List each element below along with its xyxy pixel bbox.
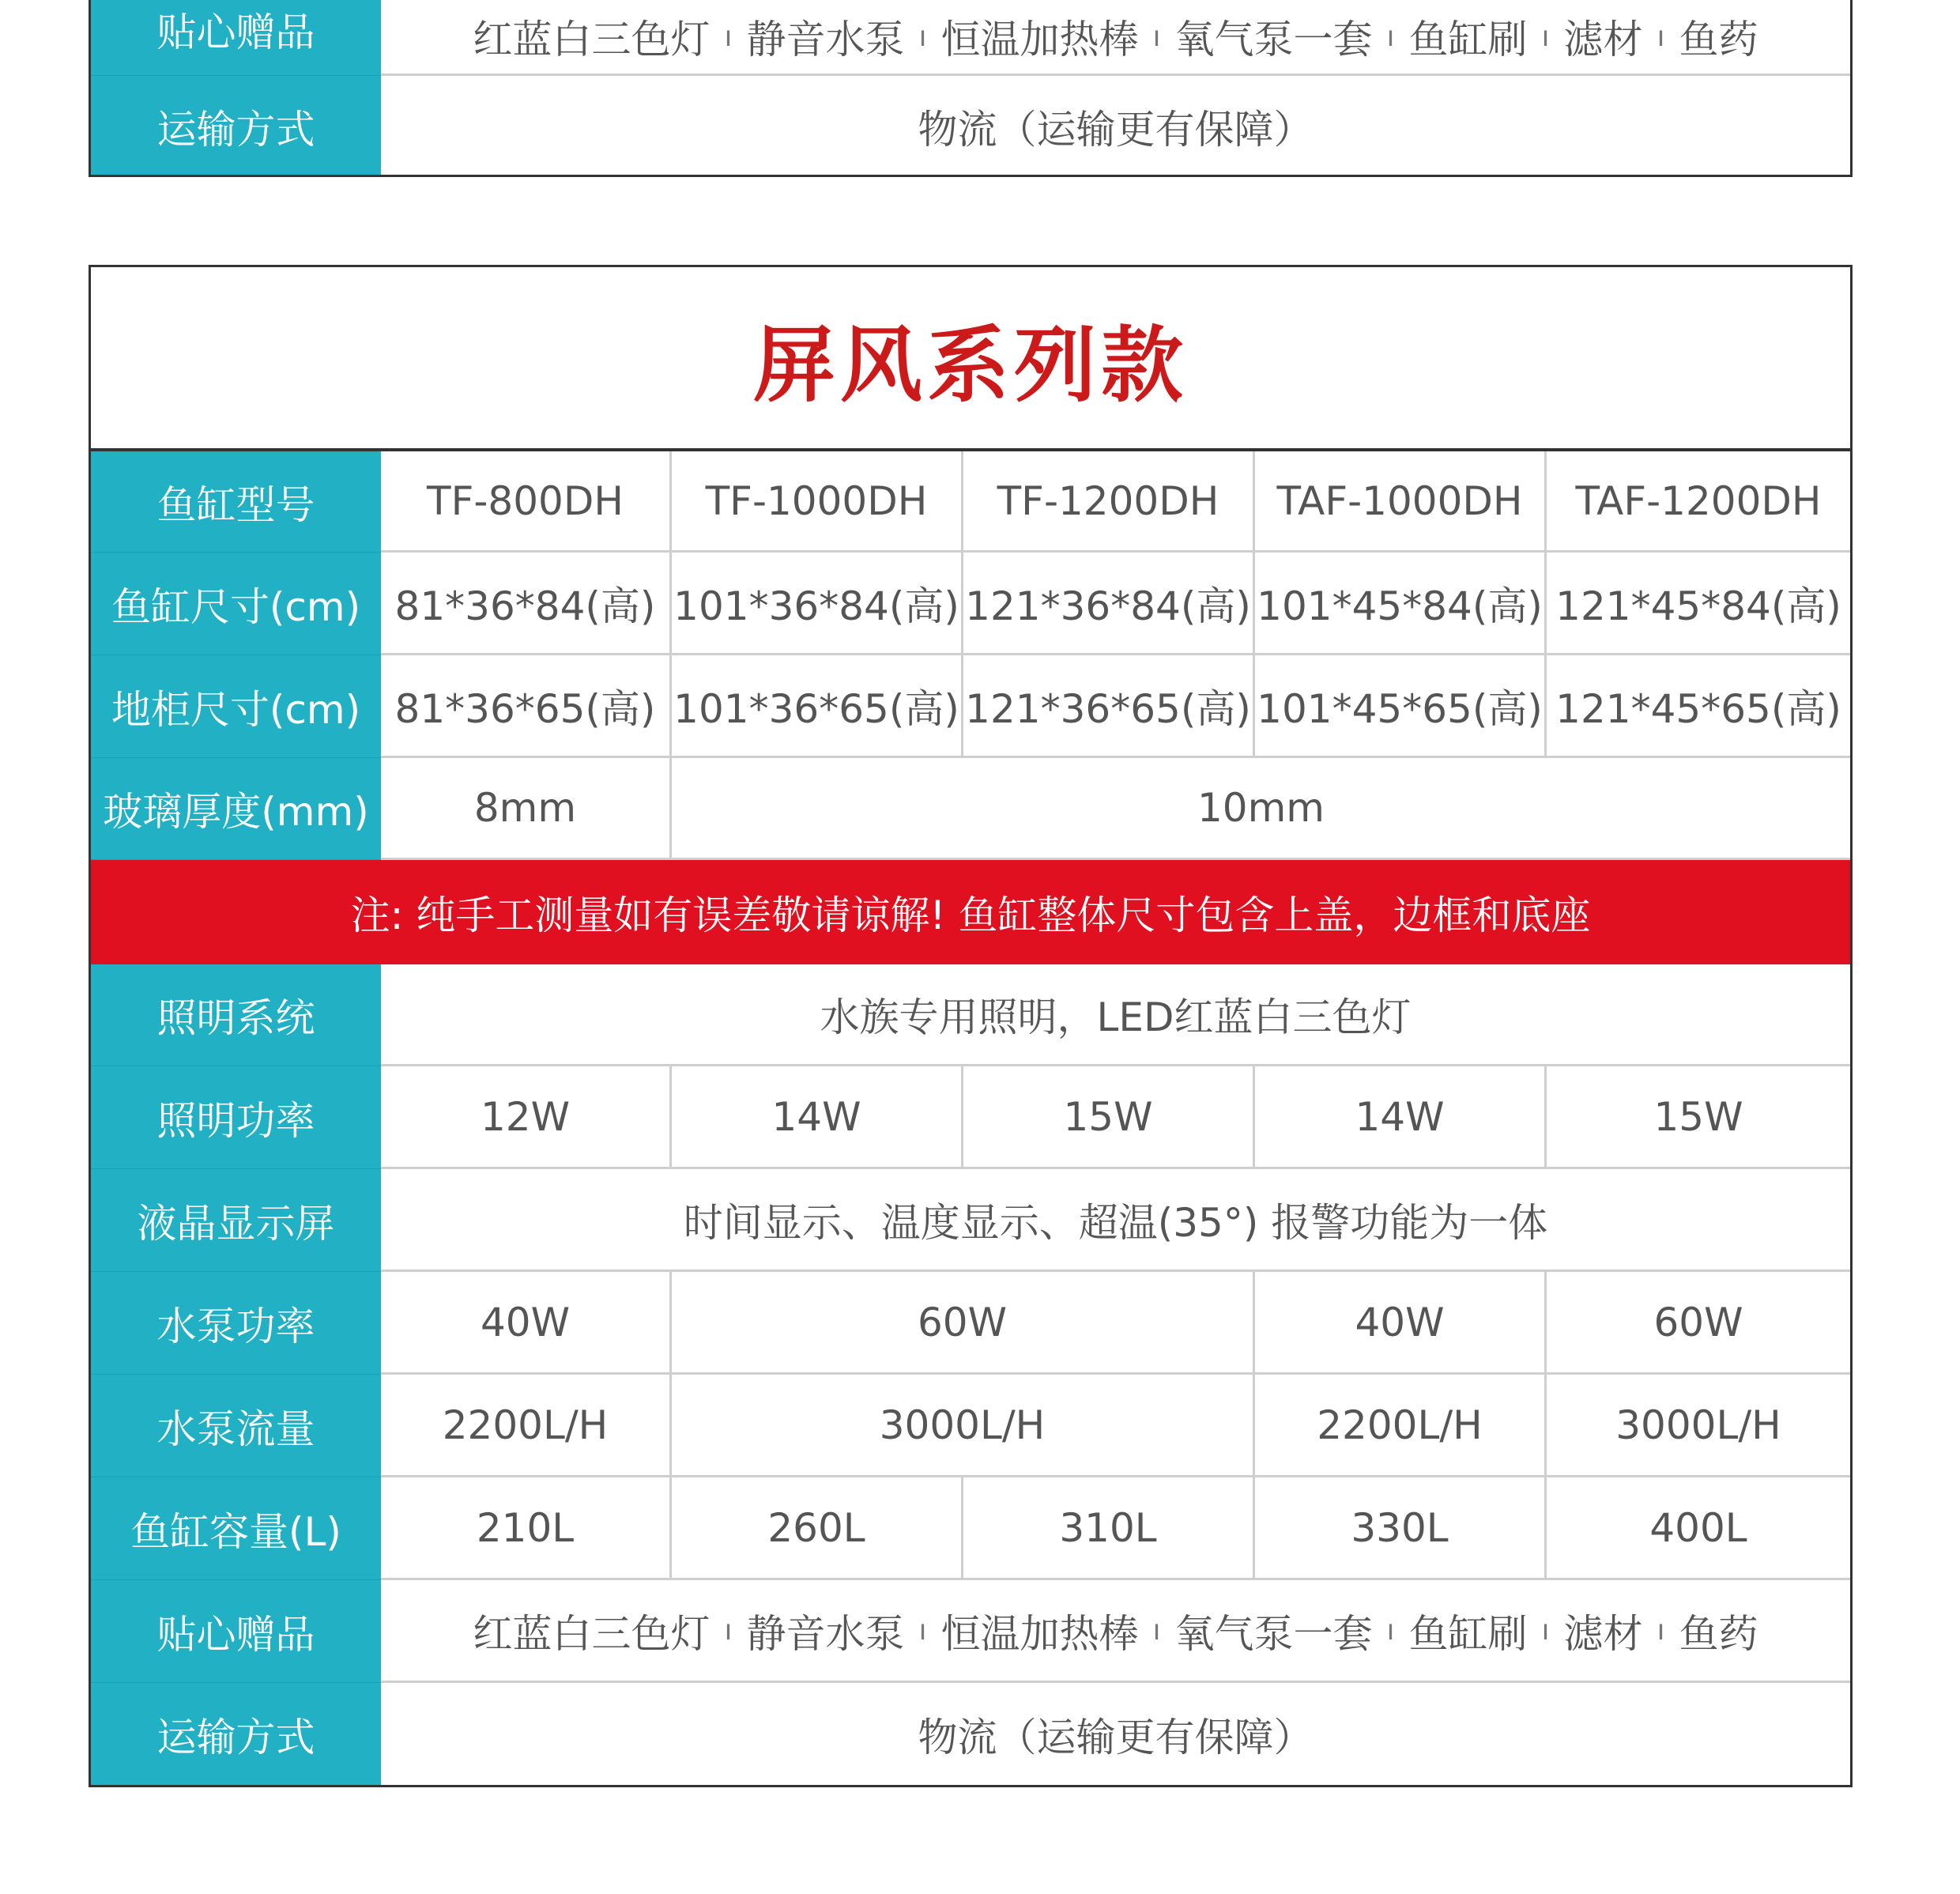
capacity-cell: 330L <box>1255 1477 1547 1580</box>
row-label-model: 鱼缸型号 <box>91 451 381 553</box>
model-cell: TAF-1200DH <box>1547 451 1850 553</box>
top-spec-table <box>89 0 1853 177</box>
capacity-cell: 400L <box>1547 1477 1850 1580</box>
lighting-power-cell: 12W <box>381 1066 672 1169</box>
row-label-shipping: 运输方式 <box>91 1683 381 1785</box>
gift-item: 滤材 <box>1563 17 1643 62</box>
lighting-power-cell: 15W <box>1547 1066 1850 1169</box>
row-label-lcd: 液晶显示屏 <box>91 1169 381 1272</box>
pump-power-cell: 40W <box>381 1272 672 1375</box>
row-label-cabinet-size: 地柜尺寸(cm) <box>91 655 381 758</box>
row-label-tank-size: 鱼缸尺寸(cm) <box>91 553 381 655</box>
model-cell: TF-800DH <box>381 451 672 553</box>
cabinet-size-cell: 121*36*65(高) <box>963 655 1255 758</box>
pump-flow-cell: 3000L/H <box>1547 1375 1850 1477</box>
glass-cell: 8mm <box>381 758 672 860</box>
tank-size-cell: 121*36*84(高) <box>963 553 1255 655</box>
pump-power-cell: 60W <box>1547 1272 1850 1375</box>
cabinet-size-cell: 121*45*65(高) <box>1547 655 1850 758</box>
pump-power-cell: 40W <box>1255 1272 1547 1375</box>
lcd-value: 时间显示、温度显示、超温(35°) 报警功能为一体 <box>381 1169 1850 1272</box>
row-label-capacity: 鱼缸容量(L) <box>91 1477 381 1580</box>
gift-item: 鱼药 <box>1679 17 1758 62</box>
pump-flow-cell: 2200L/H <box>1255 1375 1547 1477</box>
measurement-note: 注: 纯手工测量如有误差敬请谅解! 鱼缸整体尺寸包含上盖，边框和底座 <box>91 860 1850 964</box>
model-cell: TAF-1000DH <box>1255 451 1547 553</box>
lighting-power-cell: 14W <box>672 1066 963 1169</box>
tank-size-cell: 101*36*84(高) <box>672 553 963 655</box>
screen-series-spec-table <box>89 265 1853 1787</box>
tank-size-cell: 121*45*84(高) <box>1547 553 1850 655</box>
glass-cell: 10mm <box>672 758 1850 860</box>
gifts-list: 红蓝白三色灯 ı 静音水泵 ı 恒温加热棒 ı 氧气泵一套 ı 鱼缸刷 ı 滤材 ı 鱼药 <box>381 1580 1850 1683</box>
gift-item: 静音水泵 <box>746 17 905 62</box>
lighting-power-cell: 15W <box>963 1066 1255 1169</box>
gift-item: 鱼缸刷 <box>1408 1610 1528 1657</box>
cabinet-size-cell: 101*36*65(高) <box>672 655 963 758</box>
row-label-pump-power: 水泵功率 <box>91 1272 381 1375</box>
tank-size-cell: 81*36*84(高) <box>381 553 672 655</box>
pump-flow-cell: 2200L/H <box>381 1375 672 1477</box>
cabinet-size-cell: 101*45*65(高) <box>1255 655 1547 758</box>
row-label-gifts: 贴心赠品 <box>91 1580 381 1683</box>
row-label-lighting-system: 照明系统 <box>91 964 381 1066</box>
label-text: 运输方式 <box>156 107 315 153</box>
row-label-pump-flow: 水泵流量 <box>91 1375 381 1477</box>
gift-item: 滤材 <box>1563 1610 1643 1657</box>
gift-item: 氧气泵一套 <box>1174 17 1373 62</box>
pump-flow-cell: 3000L/H <box>672 1375 1255 1477</box>
gift-item: 红蓝白三色灯 <box>473 17 710 62</box>
capacity-cell: 260L <box>672 1477 963 1580</box>
title-text: 屏风系列款 <box>752 316 1188 413</box>
gift-item: 恒温加热棒 <box>940 17 1139 62</box>
capacity-cell: 210L <box>381 1477 672 1580</box>
model-cell: TF-1000DH <box>672 451 963 553</box>
model-cell: TF-1200DH <box>963 451 1255 553</box>
shipping-value <box>381 76 1850 177</box>
shipping-value: 物流（运输更有保障） <box>381 1683 1850 1785</box>
gift-item: 氧气泵一套 <box>1174 1610 1373 1657</box>
gift-item: 鱼缸刷 <box>1408 17 1528 62</box>
table-title <box>91 267 1850 451</box>
row-label-gifts <box>91 0 381 76</box>
pump-power-cell: 60W <box>672 1272 1255 1375</box>
lighting-system-value: 水族专用照明，LED红蓝白三色灯 <box>381 964 1850 1066</box>
gift-item: 恒温加热棒 <box>940 1610 1139 1657</box>
gifts-list: 红蓝白三色灯 ı 静音水泵 ı 恒温加热棒 ı 氧气泵一套 ı 鱼缸刷 ı 滤材 ı 鱼药 <box>381 0 1850 76</box>
lighting-power-cell: 14W <box>1255 1066 1547 1169</box>
value-text: 物流（运输更有保障） <box>918 107 1314 153</box>
label-text: 贴心赠品 <box>156 9 315 55</box>
row-label-glass: 玻璃厚度(mm) <box>91 758 381 860</box>
tank-size-cell: 101*45*84(高) <box>1255 553 1547 655</box>
gift-item: 红蓝白三色灯 <box>473 1610 710 1657</box>
gift-item: 静音水泵 <box>746 1610 905 1657</box>
row-label-shipping <box>91 76 381 177</box>
capacity-cell: 310L <box>963 1477 1255 1580</box>
gift-item: 鱼药 <box>1679 1610 1758 1657</box>
row-label-lighting-power: 照明功率 <box>91 1066 381 1169</box>
cabinet-size-cell: 81*36*65(高) <box>381 655 672 758</box>
